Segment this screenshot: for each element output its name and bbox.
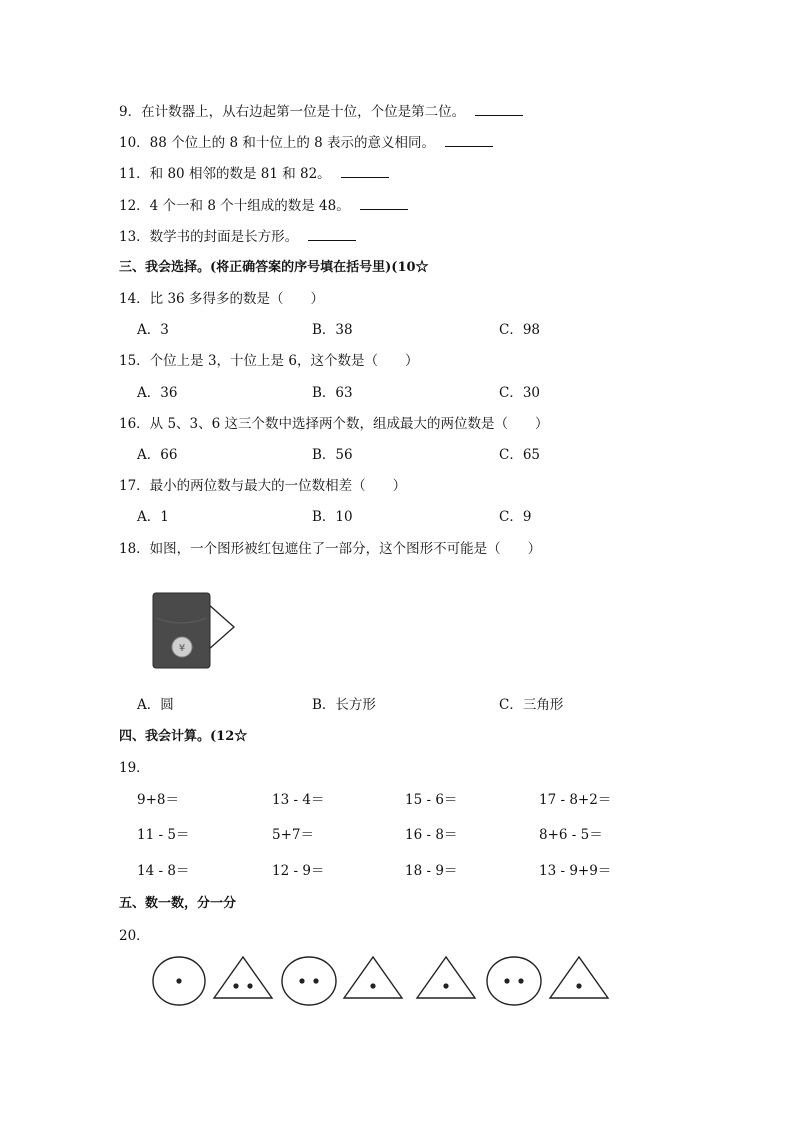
question-16: 16．从 5、3、6 这三个数中选择两个数，组成最大的两位数是（ ）	[119, 416, 549, 432]
question-10	[119, 134, 493, 152]
question-text: 12．4 个一和 8 个十组成的数是 48。	[119, 198, 350, 214]
calc-item: 8+6 - 5＝	[539, 827, 603, 843]
calc-item: 17 - 8+2＝	[539, 792, 612, 808]
answer-blank[interactable]	[360, 197, 408, 210]
option-c: C．30	[499, 385, 541, 401]
question-18: 18．如图，一个图形被红包遮住了一部分，这个图形不可能是（ ）	[119, 541, 542, 557]
yuan-symbol: ¥	[178, 643, 186, 654]
calc-item: 16 - 8＝	[405, 827, 458, 843]
calc-item: 9+8＝	[137, 792, 179, 808]
envelope-figure	[148, 590, 240, 672]
question-13	[119, 228, 356, 246]
dot	[370, 983, 375, 988]
question-text: 11．和 80 相邻的数是 81 和 82。	[119, 166, 331, 182]
option-a: A．1	[137, 509, 169, 525]
triangle-shape	[550, 957, 608, 998]
dot	[576, 983, 581, 988]
option-a: A．66	[137, 447, 178, 463]
shapes-row	[148, 950, 618, 1010]
option-a: A．3	[137, 322, 169, 338]
dot	[233, 983, 238, 988]
option-b: B．38	[312, 322, 353, 338]
triangle-shape	[214, 957, 272, 998]
answer-blank[interactable]	[341, 165, 389, 178]
section-3-title: 三、我会选择。(将正确答案的序号填在括号里)(10☆	[119, 260, 429, 275]
triangle-shape	[417, 957, 475, 998]
question-17: 17．最小的两位数与最大的一位数相差（ ）	[119, 478, 407, 494]
calc-item: 13 - 4＝	[272, 792, 325, 808]
option-a: A．圆	[137, 697, 174, 713]
dot	[313, 978, 318, 983]
calc-item: 18 - 9＝	[405, 863, 458, 879]
option-b: B．10	[312, 509, 353, 525]
circle-shape	[487, 957, 541, 1005]
option-b: B．长方形	[312, 697, 376, 713]
option-c: C．三角形	[499, 697, 564, 713]
question-text: 13．数学书的封面是长方形。	[119, 229, 299, 245]
question-text: 10．88 个位上的 8 和十位上的 8 表示的意义相同。	[119, 135, 435, 151]
option-c: C．98	[499, 322, 541, 338]
section-4-title: 四、我会计算。(12☆	[119, 729, 248, 744]
question-14: 14．比 36 多得多的数是（ ）	[119, 291, 324, 307]
option-c: C．9	[499, 509, 532, 525]
dot	[443, 983, 448, 988]
circle-shape	[282, 957, 336, 1005]
calc-item: 5+7＝	[272, 827, 314, 843]
calc-item: 13 - 9+9＝	[539, 863, 612, 879]
hidden-shape-corner	[208, 604, 234, 650]
question-19-label: 19．	[119, 760, 150, 776]
answer-blank[interactable]	[308, 228, 356, 241]
calc-item: 14 - 8＝	[137, 863, 190, 879]
answer-blank[interactable]	[475, 103, 523, 116]
question-15: 15．个位上是 3，十位上是 6，这个数是（ ）	[119, 353, 419, 369]
dot	[247, 983, 252, 988]
answer-blank[interactable]	[445, 134, 493, 147]
question-20-label: 20．	[119, 928, 150, 944]
dot	[504, 978, 509, 983]
calc-item: 11 - 5＝	[137, 827, 190, 843]
question-11	[119, 165, 389, 183]
dot	[518, 978, 523, 983]
question-9	[119, 103, 523, 121]
question-12	[119, 197, 408, 215]
question-text: 9．在计数器上，从右边起第一位是十位，个位是第二位。	[119, 104, 466, 120]
option-c: C．65	[499, 447, 541, 463]
dot	[176, 978, 181, 983]
triangle-shape	[344, 957, 402, 998]
option-b: B．56	[312, 447, 353, 463]
option-b: B．63	[312, 385, 353, 401]
option-a: A．36	[137, 385, 178, 401]
dot	[299, 978, 304, 983]
section-5-title: 五、数一数，分一分	[119, 896, 237, 911]
calc-item: 12 - 9＝	[272, 863, 325, 879]
calc-item: 15 - 6＝	[405, 792, 458, 808]
